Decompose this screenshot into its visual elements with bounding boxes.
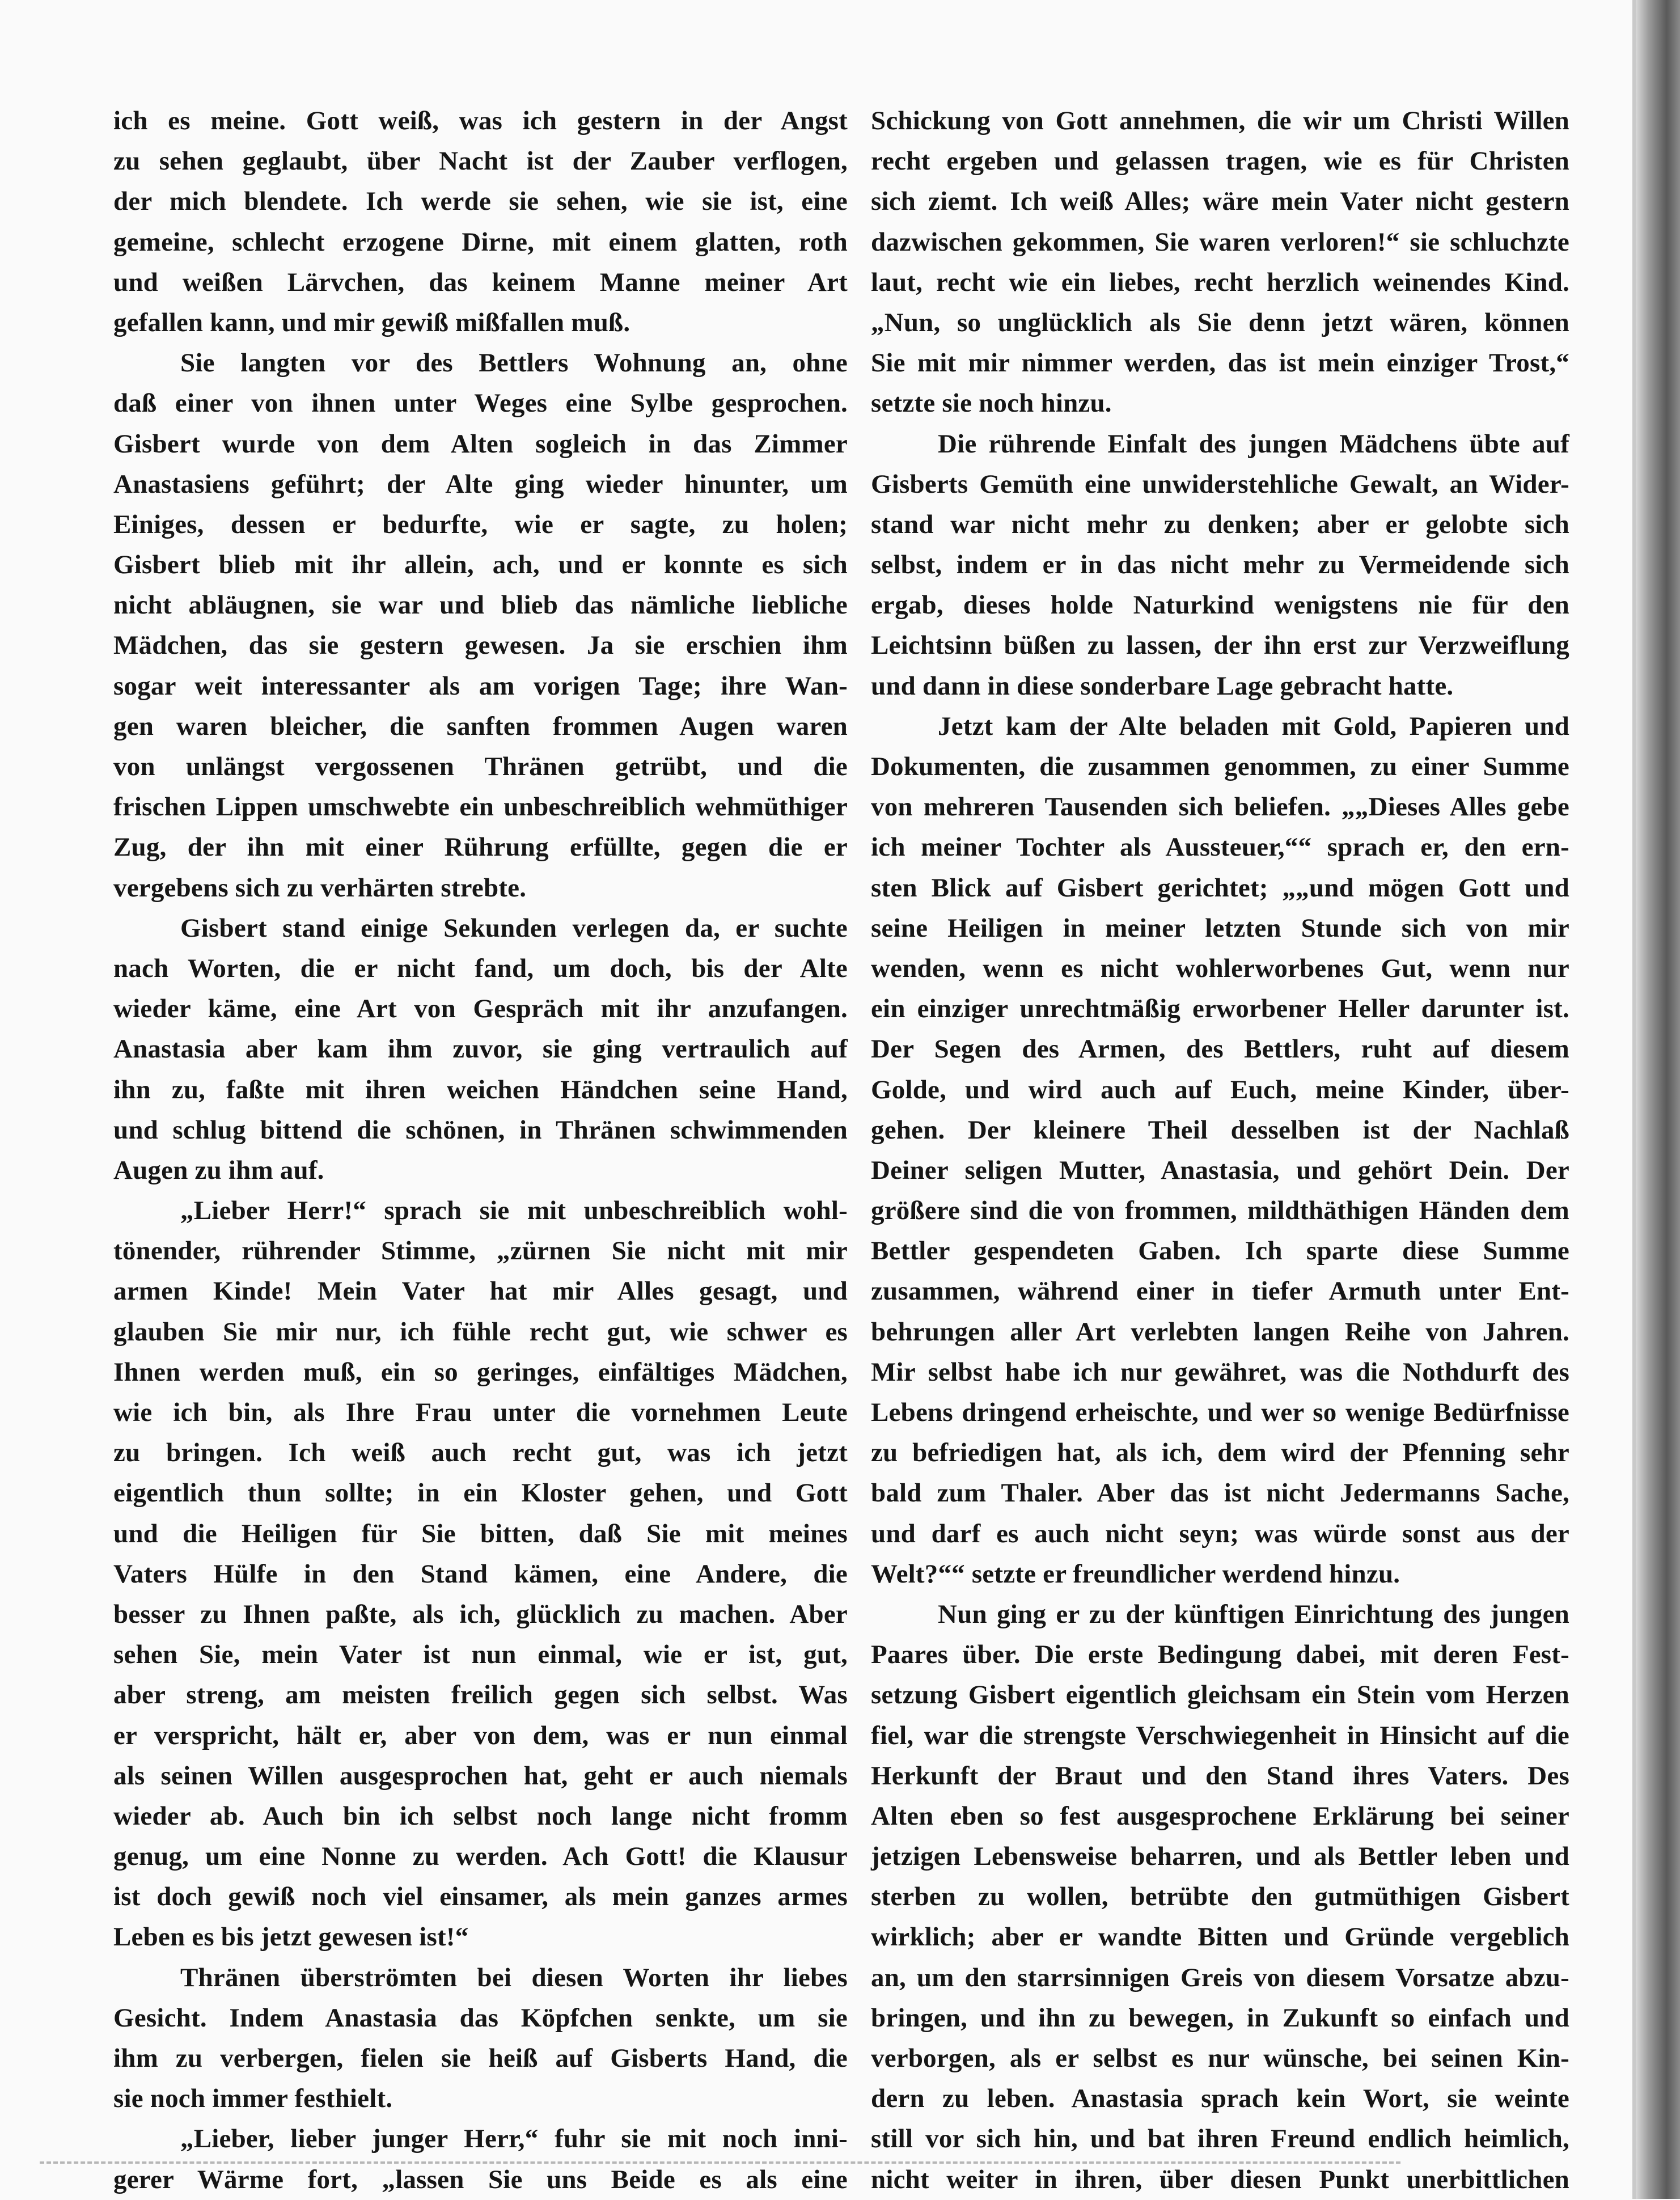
text-line: nicht weiter in ihren, über diesen Punkt unerbittlichen [871,2164,1569,2194]
text-line: jetzigen Lebensweise beharren, und als Bettler leben und [871,1842,1569,1872]
text-line: selbst, indem er in das nicht mehr zu Vermeidende sich [871,550,1569,580]
text-line: laut, recht wie ein liebes, recht herzlich weinendes Kind. [871,267,1569,297]
text-line: sehen Sie, mein Vater ist nun einmal, wie er ist, gut, [113,1640,848,1670]
text-line: zu bringen. Ich weiß auch recht gut, was ich jetzt [113,1438,848,1468]
text-line: Anastasiens geführt; der Alte ging wieder hinunter, um [113,469,848,499]
text-line: gerer Wärme fort, „lassen Sie uns Beide es als eine [113,2164,848,2194]
text-line: fiel, war die strengste Verschwiegenheit in Hinsicht auf die [871,1720,1569,1750]
text-line: verborgen, als er selbst es nur wünsche, bei seinen Kin- [871,2044,1569,2073]
bottom-ornament-rule [40,2161,1400,2171]
text-line: ich es meine. Gott weiß, was ich gestern in der Angst [113,106,848,136]
text-line: setzte sie noch hinzu. [871,388,1112,418]
text-line: behrungen aller Art verlebten langen Reihe von Jahren. [871,1317,1569,1347]
text-column-left [113,101,848,2200]
text-line: eigentlich thun sollte; in ein Kloster gehen, und Gott [113,1478,848,1508]
paragraph [871,706,1569,1594]
text-line: Zug, der ihn mit einer Rührung erfüllte, gegen die er [113,832,848,862]
text-line: seine Heiligen in meiner letzten Stunde sich von mir [871,913,1569,943]
text-line: wieder ab. Auch bin ich selbst noch lange nicht fromm [113,1801,848,1831]
text-line: Ihnen werden muß, ein so geringes, einfältiges Mädchen, [113,1357,848,1387]
text-line: Sie mit mir nimmer werden, das ist mein einziger Trost,“ [871,348,1569,378]
text-line: gefallen kann, und mir gewiß mißfallen muß. [113,307,630,337]
text-line: nicht abläugnen, sie war und blieb das nämliche liebliche [113,590,848,620]
text-line: wieder käme, eine Art von Gespräch mit ihr anzufangen. [113,994,848,1024]
paragraph [113,1191,848,1958]
text-line: Deiner seligen Mutter, Anastasia, und gehört Dein. Der [871,1155,1569,1185]
text-line: „Lieber, lieber junger Herr,“ fuhr sie mit noch inni- [180,2124,848,2154]
text-line: Lebens dringend erheischte, und wer so wenige Bedürfnisse [871,1398,1569,1427]
text-line: Gisbert blieb mit ihr allein, ach, und er konnte es sich [113,550,848,580]
text-line: und darf es auch nicht seyn; was würde sonst aus der [871,1518,1569,1549]
text-line: ich meiner Tochter als Aussteuer,““ sprach er, den ern- [871,832,1569,862]
text-line: sten Blick auf Gisbert gerichtet; „„und mögen Gott und [871,873,1569,903]
text-line: Schickung von Gott annehmen, die wir um Christi Willen [871,106,1569,136]
text-line: sogar weit interessanter als am vorigen Tage; ihre Wan- [113,671,848,701]
text-line: nach Worten, die er nicht fand, um doch, bis der Alte [113,953,848,983]
text-line: Alten eben so fest ausgesprochene Erklärung bei seiner [871,1801,1569,1831]
scan-page-edge [1636,0,1680,2199]
text-line: von unlängst vergossenen Thränen getrübt, und die [113,752,848,781]
text-line: setzung Gisbert eigentlich gleichsam ein Stein vom Herzen [871,1680,1569,1710]
text-line: Mir selbst habe ich nur gewähret, was die Nothdurft des [871,1357,1569,1387]
text-line: „Lieber Herr!“ sprach sie mit unbeschreiblich wohl- [180,1196,848,1226]
text-line: als seinen Willen ausgesprochen hat, geht er auch niemals [113,1761,848,1791]
text-column-right [871,101,1569,2200]
paragraph [871,424,1569,706]
paragraph [113,343,848,908]
text-line: tönender, rührender Stimme, „zürnen Sie nicht mit mir [113,1236,848,1266]
text-line: Paares über. Die erste Bedingung dabei, mit deren Fest- [871,1640,1569,1670]
text-line: Herkunft der Braut und den Stand ihres Vaters. Des [871,1761,1569,1791]
text-line: dazwischen gekommen, Sie waren verloren!“ sie schluchzte [871,227,1569,257]
text-line: aber streng, am meisten freilich gegen sich selbst. Was [113,1680,848,1710]
text-line: ihm zu verbergen, fielen sie heiß auf Gisberts Hand, die [113,2044,848,2073]
text-line: zu befriedigen hat, als ich, dem wird der Pfenning sehr [871,1438,1569,1468]
text-line: wenden, wenn es nicht wohlerworbenes Gut, wenn nur [871,953,1569,983]
text-line: Gesicht. Indem Anastasia das Köpfchen senkte, um sie [113,2003,848,2033]
text-line: besser zu Ihnen paßte, als ich, glücklich zu machen. Aber [113,1599,848,1629]
text-line: ist doch gewiß noch viel einsamer, als mein ganzes armes [113,1882,848,1912]
text-line: Leben es bis jetzt gewesen ist!“ [113,1922,469,1952]
text-line: Golde, und wird auch auf Euch, meine Kinder, über- [871,1074,1569,1105]
text-line: Vaters Hülfe in den Stand kämen, eine Andere, die [113,1559,848,1589]
text-line: ihn zu, faßte mit ihren weichen Händchen seine Hand, [113,1074,848,1105]
text-line: Nun ging er zu der künftigen Einrichtung des jungen [938,1599,1569,1629]
text-line: gehen. Der kleinere Theil desselben ist der Nachlaß [871,1115,1569,1145]
paragraph [113,2119,848,2199]
text-line: und schlug bittend die schönen, in Thränen schwimmenden [113,1115,848,1145]
text-line: wirklich; aber er wandte Bitten und Gründe vergeblich [871,1922,1569,1952]
paragraph [113,908,848,1191]
text-line: und weißen Lärvchen, das keinem Manne meiner Art [113,267,848,297]
text-line: Die rührende Einfalt des jungen Mädchens übte auf [938,429,1569,459]
text-line: frischen Lippen umschwebte ein unbeschreiblich wehmüthiger [113,792,848,822]
text-line: sterben zu wollen, betrübte den gutmüthigen Gisbert [871,1882,1569,1912]
text-line: an, um den starrsinnigen Greis von diesem Vorsatze abzu- [871,1962,1569,1992]
text-line: Thränen überströmten bei diesen Worten ihr liebes [180,1962,848,1992]
text-line: stand war nicht mehr zu denken; aber er gelobte sich [871,509,1569,539]
text-line: „Nun, so unglücklich als Sie denn jetzt wären, können [871,307,1569,337]
text-line: Jetzt kam der Alte beladen mit Gold, Papieren und [938,711,1569,741]
text-line: größere sind die von frommen, mildthäthigen Händen dem [871,1196,1569,1226]
text-line: dern zu leben. Anastasia sprach kein Wort, sie weinte [871,2084,1569,2114]
text-line: Welt?““ setzte er freundlicher werdend hinzu. [871,1559,1400,1589]
text-line: Sie langten vor des Bettlers Wohnung an, ohne [180,348,848,378]
text-line: Gisbert wurde von dem Alten sogleich in das Zimmer [113,429,848,459]
text-line: bald zum Thaler. Aber das ist nicht Jedermanns Sache, [871,1478,1569,1508]
text-line: sich ziemt. Ich weiß Alles; wäre mein Vater nicht gestern [871,187,1569,217]
text-line: und die Heiligen für Sie bitten, daß Sie mit meines [113,1518,848,1549]
text-line: Bettler gespendeten Gaben. Ich sparte diese Summe [871,1236,1569,1266]
text-line: von mehreren Tausenden sich beliefen. „„Dieses Alles gebe [871,792,1569,822]
text-line: recht ergeben und gelassen tragen, wie es für Christen [871,146,1569,176]
text-line: Der Segen des Armen, des Bettlers, ruht auf diesem [871,1034,1569,1064]
text-line: der mich blendete. Ich werde sie sehen, wie sie ist, eine [113,187,848,217]
text-line: glauben Sie mir nur, ich fühle recht gut, wie schwer es [113,1317,848,1347]
text-line: Gisbert stand einige Sekunden verlegen da, er suchte [180,913,848,943]
text-line: Leichtsinn büßen zu lassen, der ihn erst zur Verzweiflung [871,631,1569,661]
text-line: armen Kinde! Mein Vater hat mir Alles gesagt, und [113,1276,848,1306]
text-line: zusammen, während einer in tiefer Armuth unter Ent- [871,1276,1569,1306]
text-line: bringen, und ihn zu bewegen, in Zukunft so einfach und [871,2003,1569,2033]
text-line: sie noch immer festhielt. [113,2084,393,2114]
text-line: vergebens sich zu verhärten strebte. [113,873,527,903]
text-line: still vor sich hin, und bat ihren Freund endlich heimlich, [871,2124,1569,2154]
text-line: ein einziger unrechtmäßig erworbener Heller darunter ist. [871,994,1569,1024]
text-line: ergab, dieses holde Naturkind wenigstens nie für den [871,590,1569,620]
text-line: Mädchen, das sie gestern gewesen. Ja sie erschien ihm [113,631,848,661]
text-line: Gisberts Gemüth eine unwiderstehliche Gewalt, an Wider- [871,469,1569,499]
text-line: Anastasia aber kam ihm zuvor, sie ging vertraulich auf [113,1034,848,1064]
paragraph [113,1958,848,2119]
text-line: er verspricht, hält er, aber von dem, was er nun einmal [113,1720,848,1750]
text-line: und dann in diese sonderbare Lage gebracht hatte. [871,671,1454,701]
paragraph [871,1594,1569,2200]
paragraph [871,101,1569,424]
text-line: wie ich bin, als Ihre Frau unter die vornehmen Leute [113,1398,848,1427]
text-line: genug, um eine Nonne zu werden. Ach Gott! die Klausur [113,1842,848,1872]
text-line: Einiges, dessen er bedurfte, wie er sagte, zu holen; [113,509,848,539]
text-line: daß einer von ihnen unter Weges eine Sylbe gesprochen. [113,388,848,418]
text-line: Augen zu ihm auf. [113,1155,324,1185]
text-line: gen waren bleicher, die sanften frommen Augen waren [113,711,848,741]
text-line: zu sehen geglaubt, über Nacht ist der Zauber verflogen, [113,146,848,176]
paragraph [113,101,848,343]
text-line: Dokumenten, die zusammen genommen, zu einer Summe [871,752,1569,781]
text-line: gemeine, schlecht erzogene Dirne, mit einem glatten, roth [113,227,848,257]
